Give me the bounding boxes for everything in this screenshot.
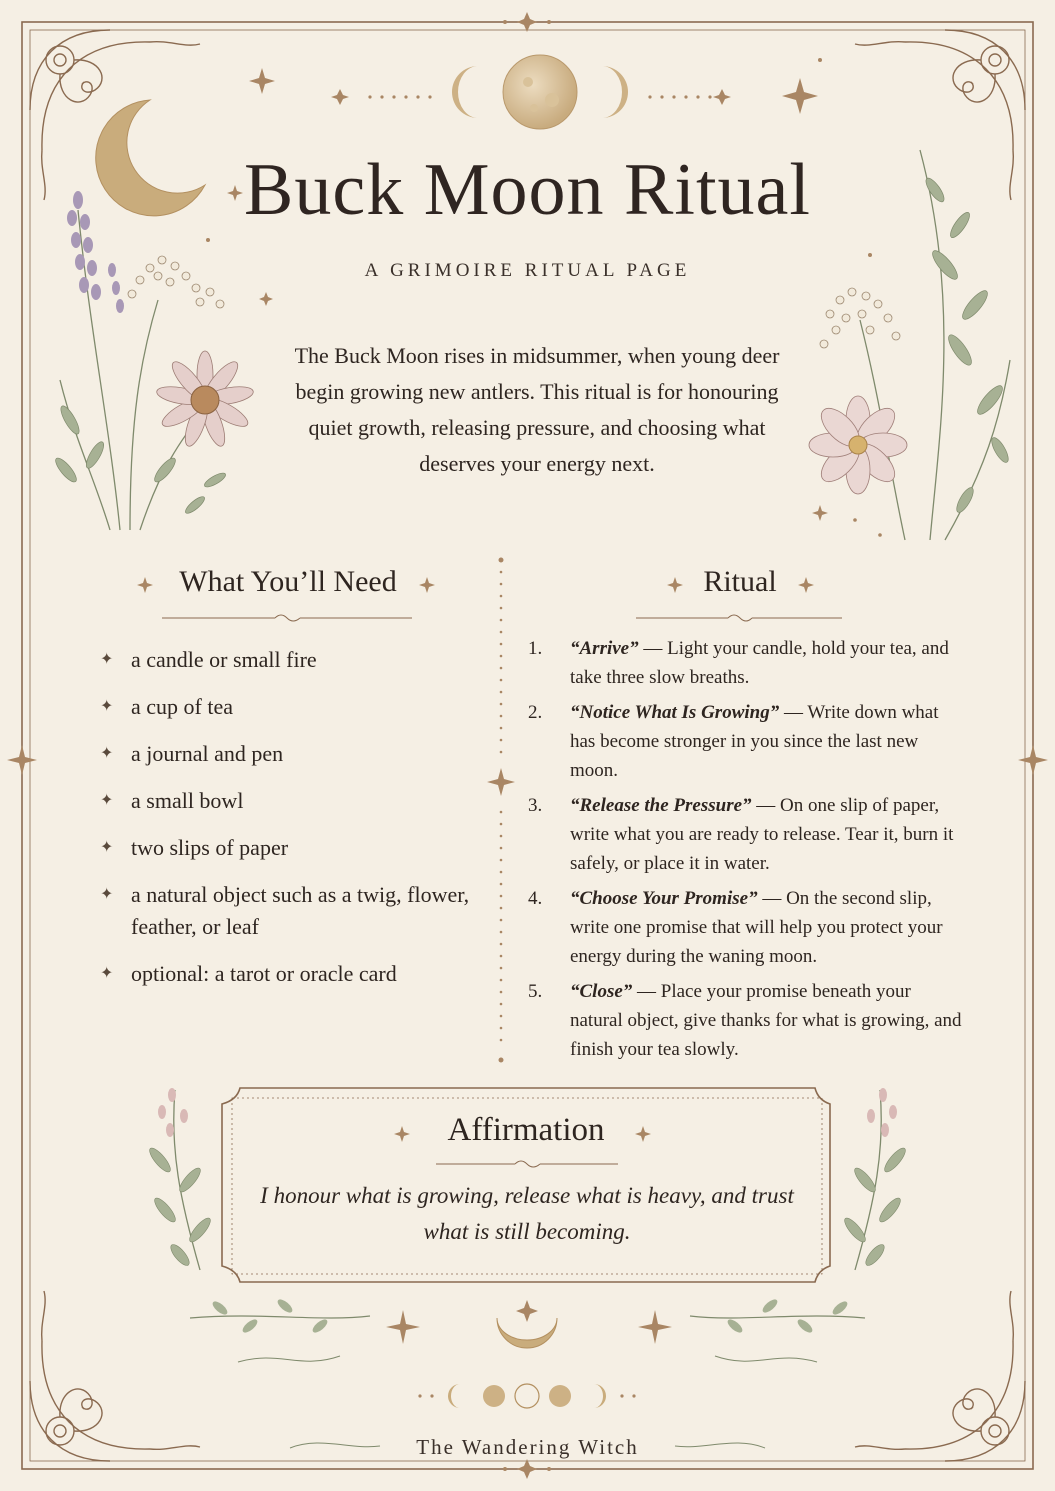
divider-dot — [500, 895, 503, 898]
right-cosmos-flower-icon — [809, 396, 907, 494]
divider-dot — [500, 631, 503, 634]
divider-dot — [500, 655, 503, 658]
divider-dot — [500, 811, 503, 814]
list-item: 5. “Close” — Place your promise beneath your natural object, give thanks for what is growing, and finish your tea slowly. — [528, 981, 962, 1060]
page-title: Buck Moon Ritual — [244, 149, 811, 231]
divider-dot — [500, 943, 503, 946]
frame-side-sparkle-right-icon — [1018, 745, 1048, 775]
divider-dot — [500, 715, 503, 718]
divider-dot — [500, 907, 503, 910]
needs-list — [100, 644, 480, 1005]
divider-dot — [500, 667, 503, 670]
ritual-steps-list — [528, 634, 968, 1070]
needs-heading: What You’ll Need — [179, 565, 397, 598]
list-item: ✦ a natural object such as a twig, flower, feather, or leaf — [100, 879, 480, 943]
ritual-heading: Ritual — [703, 565, 777, 598]
divider-dot — [500, 1015, 503, 1018]
divider-dot — [500, 691, 503, 694]
list-item: 1. “Arrive” — Light your candle, hold your tea, and take three slow breaths. — [528, 638, 949, 688]
list-item: ✦ a journal and pen — [100, 738, 480, 770]
list-item: 2. “Notice What Is Growing” — Write down what has become stronger in you since the last new moon. — [528, 702, 939, 781]
sparkle-bullet-icon: ✦ — [100, 698, 114, 715]
sparkle-bullet-icon: ✦ — [100, 651, 114, 668]
divider-dot — [500, 1039, 503, 1042]
sparkle-bullet-icon: ✦ — [100, 839, 114, 856]
divider-dot — [500, 883, 503, 886]
divider-dot — [500, 967, 503, 970]
affirmation-heading-divider — [436, 1161, 618, 1167]
divider-dot — [500, 751, 503, 754]
divider-dot — [500, 979, 503, 982]
footer-signature: The Wandering Witch — [416, 1435, 639, 1459]
list-item: ✦ optional: a tarot or oracle card — [100, 958, 480, 990]
affirmation-text: I honour what is growing, release what is heavy, and trust what is still becoming. — [260, 1183, 794, 1244]
affirmation-heading: Affirmation — [447, 1112, 605, 1148]
list-item: 4. “Choose Your Promise” — On the second slip, write one promise that will help you protect your energy during the waning moon. — [528, 888, 943, 967]
divider-dot — [500, 931, 503, 934]
column-divider — [487, 558, 515, 1063]
list-item: ✦ a cup of tea — [100, 691, 480, 723]
divider-dot — [500, 1027, 503, 1030]
divider-dot — [500, 643, 503, 646]
left-botanical-illustration — [53, 191, 255, 530]
divider-dot — [500, 871, 503, 874]
divider-dot — [500, 955, 503, 958]
divider-dot — [500, 679, 503, 682]
sparkle-bullet-icon: ✦ — [100, 745, 114, 762]
intro-paragraph: The Buck Moon rises in midsummer, when young deer begin growing new antlers. This ritual is for honouring quiet growth, releasing pressure, and choosing what deserves your energy next. — [294, 343, 780, 476]
left-coneflower-icon — [155, 351, 254, 449]
divider-dot — [500, 991, 503, 994]
divider-dot — [500, 727, 503, 730]
list-item: ✦ two slips of paper — [100, 832, 480, 864]
divider-dot — [500, 739, 503, 742]
divider-dot — [500, 607, 503, 610]
divider-dot — [500, 859, 503, 862]
bottom-crescent-moon-icon — [497, 1300, 557, 1348]
divider-dot — [500, 823, 503, 826]
divider-dot — [500, 583, 503, 586]
frame-side-sparkle-left-icon — [7, 745, 37, 775]
right-sprig-illustration — [842, 1088, 909, 1270]
list-item: ✦ a small bowl — [100, 785, 480, 817]
divider-dot — [500, 1003, 503, 1006]
list-item: 3. “Release the Pressure” — On one slip of paper, write what you are ready to release. Tear it, burn it safely, or place it in water. — [528, 795, 954, 874]
divider-dot — [500, 595, 503, 598]
divider-dot — [500, 835, 503, 838]
list-item: ✦ a candle or small fire — [100, 644, 480, 676]
sparkle-bullet-icon: ✦ — [100, 792, 114, 809]
sparkle-bullet-icon: ✦ — [100, 965, 114, 982]
sparkle-bullet-icon: ✦ — [100, 886, 114, 903]
divider-dot — [500, 703, 503, 706]
page-subtitle: A GRIMOIRE RITUAL PAGE — [364, 260, 691, 281]
ritual-heading-divider — [636, 615, 842, 621]
divider-dot — [500, 919, 503, 922]
needs-heading-divider — [162, 615, 412, 621]
divider-dot — [500, 619, 503, 622]
moon-phases-top-icon — [331, 55, 731, 129]
bottom-moon-phases-icon — [418, 1384, 635, 1408]
divider-dot — [500, 571, 503, 574]
left-sprig-illustration — [147, 1088, 214, 1270]
divider-dot — [500, 847, 503, 850]
